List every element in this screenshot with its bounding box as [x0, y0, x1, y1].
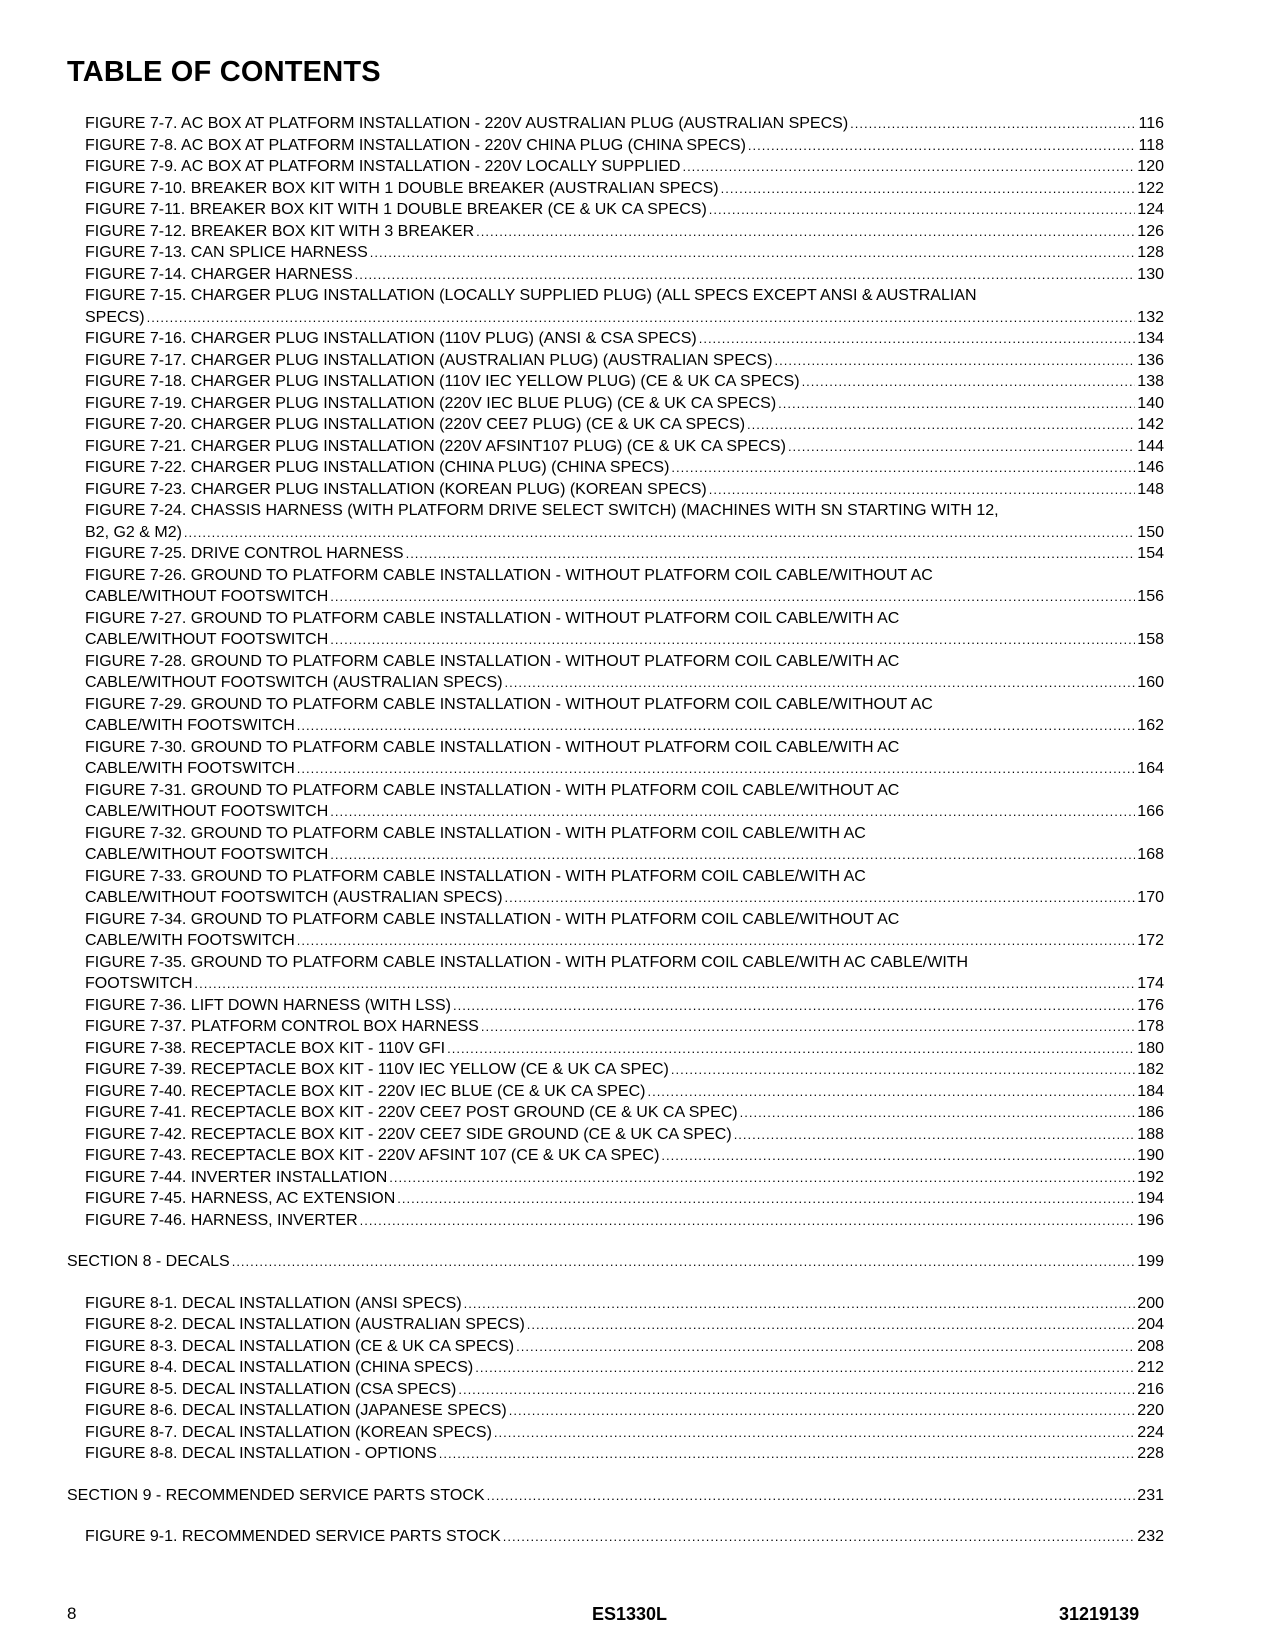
toc-figure-entry[interactable] [85, 1400, 1164, 1422]
toc-entry-line [85, 1124, 1164, 1146]
toc-entry-line [85, 586, 1164, 608]
dot-leader [389, 1167, 1135, 1189]
toc-entry-text: FIGURE 7-7. AC BOX AT PLATFORM INSTALLATION - 220V AUSTRALIAN PLUG (AUSTRALIAN SPECS) [85, 115, 849, 132]
toc-entry-text: FIGURE 7-21. CHARGER PLUG INSTALLATION (220V AFSINT107 PLUG) (CE & UK CA SPECS) [85, 437, 786, 455]
toc-page-number: 148 [1137, 480, 1164, 498]
dot-leader [671, 457, 1135, 479]
toc-figure-entry[interactable] [85, 199, 1164, 221]
toc-page-number: 208 [1137, 1337, 1164, 1355]
toc-entry-line [85, 156, 1164, 178]
document-number: 31219139 [1059, 1604, 1140, 1624]
toc-figure-entry[interactable] [85, 1188, 1164, 1210]
toc-figure-entry[interactable] [85, 350, 1164, 372]
toc-entry-line [67, 1251, 1164, 1273]
dot-leader [447, 1038, 1135, 1060]
toc-entry-line [85, 1102, 1164, 1124]
toc-entry-text: FIGURE 8-6. DECAL INSTALLATION (JAPANESE SPECS) [85, 1402, 507, 1419]
toc-page-number: 190 [1137, 1147, 1164, 1164]
toc-figure-entry[interactable] [85, 1293, 1164, 1315]
toc-page-number: 168 [1137, 846, 1164, 863]
toc-entry-line [85, 758, 1164, 780]
toc-entry-text: FIGURE 7-16. CHARGER PLUG INSTALLATION (110V PLUG) (ANSI & CSA SPECS) [85, 330, 697, 347]
toc-entry-text: FIGURE 7-37. PLATFORM CONTROL BOX HARNESS [85, 1018, 479, 1035]
toc-entry-line [85, 221, 1164, 243]
toc-entry-text: FIGURE 7-23. CHARGER PLUG INSTALLATION (KOREAN PLUG) (KOREAN SPECS) [85, 480, 707, 498]
toc-entry-text: CABLE/WITHOUT FOOTSWITCH [85, 803, 329, 820]
toc-entry-line [85, 1314, 1164, 1336]
toc-entry-text: FIGURE 8-8. DECAL INSTALLATION - OPTIONS [85, 1445, 437, 1462]
toc-page-number: 166 [1137, 803, 1164, 820]
toc-page-number: 178 [1137, 1018, 1164, 1035]
toc-figure-entry[interactable] [85, 1379, 1164, 1401]
toc-figure-entry[interactable] [85, 1124, 1164, 1146]
toc-entry-line [85, 178, 1164, 200]
toc-figure-entry[interactable] [85, 436, 1164, 458]
toc-entry-line [85, 1443, 1164, 1465]
toc-page-number: 132 [1137, 308, 1164, 326]
toc-page-number: 154 [1137, 545, 1164, 562]
dot-leader [453, 995, 1135, 1017]
toc-page-number: 196 [1137, 1211, 1164, 1229]
toc-entry-line [85, 135, 1164, 157]
toc-figure-entry[interactable] [85, 328, 1164, 350]
dot-leader [330, 844, 1135, 866]
toc-page-number: 232 [1137, 1528, 1164, 1545]
toc-page-number: 160 [1137, 674, 1164, 691]
dot-leader [439, 1443, 1136, 1465]
toc-page-number: 228 [1137, 1445, 1164, 1462]
toc-entry-text: SPECS) [85, 308, 145, 326]
toc-figure-entry[interactable] [85, 1167, 1164, 1189]
toc-entry-text: FIGURE 8-5. DECAL INSTALLATION (CSA SPECS) [85, 1380, 457, 1398]
dot-leader [195, 973, 1136, 995]
page-title: TABLE OF CONTENTS [67, 56, 381, 88]
toc-entry-text: SECTION 8 - DECALS [67, 1253, 230, 1270]
toc-page-number: 136 [1137, 351, 1164, 369]
toc-entry-line [85, 629, 1164, 651]
toc-entry-line [85, 242, 1164, 264]
toc-entry-text: FIGURE 7-36. LIFT DOWN HARNESS (WITH LSS) [85, 996, 451, 1014]
toc-figure-entry[interactable] [85, 909, 1164, 952]
toc-entry-text: FIGURE 7-26. GROUND TO PLATFORM CABLE INSTALLATION - WITHOUT PLATFORM COIL CABLE/WITHOUT AC [85, 566, 933, 584]
dot-leader [330, 629, 1135, 651]
toc-figure-entry[interactable] [85, 393, 1164, 415]
toc-figure-entry[interactable] [85, 178, 1164, 200]
toc-entry-text: FIGURE 7-19. CHARGER PLUG INSTALLATION (220V IEC BLUE PLUG) (CE & UK CA SPECS) [85, 394, 777, 412]
toc-entry-text: CABLE/WITHOUT FOOTSWITCH [85, 631, 329, 648]
toc-entry-line [85, 1210, 1164, 1232]
dot-leader [505, 887, 1136, 909]
toc-entry-line [85, 1188, 1164, 1210]
toc-entry-text: CABLE/WITH FOOTSWITCH [85, 760, 295, 777]
toc-entry-line [85, 995, 1164, 1017]
toc-figure-entry[interactable] [85, 1102, 1164, 1124]
toc-page-number: 216 [1137, 1380, 1164, 1398]
toc-entry-line [85, 307, 1164, 329]
toc-entry-text: FIGURE 8-4. DECAL INSTALLATION (CHINA SPECS) [85, 1359, 474, 1376]
toc-page-number: 172 [1137, 932, 1164, 949]
toc-entry-text: FIGURE 7-28. GROUND TO PLATFORM CABLE INSTALLATION - WITHOUT PLATFORM COIL CABLE/WITH AC [85, 652, 900, 670]
toc-entry-text: FIGURE 7-10. BREAKER BOX KIT WITH 1 DOUBLE BREAKER (AUSTRALIAN SPECS) [85, 179, 719, 197]
toc-entry-text: FIGURE 7-40. RECEPTACLE BOX KIT - 220V IEC BLUE (CE & UK CA SPEC) [85, 1082, 646, 1100]
toc-entry-line [85, 801, 1164, 823]
toc-entry-text: FIGURE 7-22. CHARGER PLUG INSTALLATION (CHINA PLUG) (CHINA SPECS) [85, 459, 670, 476]
toc-entry-text: FIGURE 7-13. CAN SPLICE HARNESS [85, 244, 368, 261]
dot-leader [671, 1059, 1135, 1081]
toc-page-number: 138 [1137, 373, 1164, 390]
toc-figure-entry[interactable] [85, 264, 1164, 286]
dot-leader [297, 930, 1136, 952]
toc-page-number: 184 [1137, 1082, 1164, 1100]
dot-leader [527, 1314, 1136, 1336]
dot-leader [330, 801, 1135, 823]
toc-entry-line [85, 1081, 1164, 1103]
toc-entry-line [85, 844, 1164, 866]
toc-page-number: 116 [1138, 115, 1164, 132]
toc-entry-text: FIGURE 7-31. GROUND TO PLATFORM CABLE INSTALLATION - WITH PLATFORM COIL CABLE/WITHOUT AC [85, 781, 900, 799]
dot-leader [709, 199, 1136, 221]
dot-leader [503, 1526, 1136, 1548]
toc-page-number: 130 [1137, 265, 1164, 283]
toc-figure-entry[interactable] [85, 694, 1164, 737]
toc-page-number: 170 [1137, 889, 1164, 906]
dot-leader [516, 1336, 1135, 1358]
toc-entry-line [85, 1293, 1164, 1315]
toc-section-entry[interactable] [67, 1485, 1164, 1507]
toc-page-number: 180 [1137, 1039, 1164, 1057]
dot-leader [476, 221, 1135, 243]
toc-entry-line [85, 371, 1164, 393]
dot-leader [458, 1379, 1135, 1401]
dot-leader [778, 393, 1135, 415]
toc-entry-line [85, 350, 1164, 372]
toc-entry-text: FIGURE 7-20. CHARGER PLUG INSTALLATION (220V CEE7 PLUG) (CE & UK CA SPECS) [85, 416, 746, 433]
toc-page-number: 140 [1137, 394, 1164, 412]
toc-entry-text: FIGURE 7-34. GROUND TO PLATFORM CABLE INSTALLATION - WITH PLATFORM COIL CABLE/WITHOUT AC [85, 910, 900, 928]
toc-page-number: 158 [1137, 631, 1164, 648]
toc-entry-line [85, 479, 1164, 501]
toc-entry-text: FIGURE 7-39. RECEPTACLE BOX KIT - 110V IEC YELLOW (CE & UK CA SPEC) [85, 1061, 669, 1078]
toc-page-number: 126 [1137, 222, 1164, 240]
toc-entry-line [85, 113, 1164, 135]
toc-entry-text: FIGURE 7-25. DRIVE CONTROL HARNESS [85, 545, 404, 562]
dot-leader [370, 242, 1136, 264]
toc-entry-line [85, 1059, 1164, 1081]
toc-entry-text: FIGURE 7-30. GROUND TO PLATFORM CABLE INSTALLATION - WITHOUT PLATFORM COIL CABLE/WITH AC [85, 738, 900, 756]
toc-entry-line [85, 543, 1164, 565]
toc-entry-text: CABLE/WITHOUT FOOTSWITCH [85, 588, 329, 605]
toc-figure-entry[interactable] [85, 565, 1164, 608]
toc-entry-text: FIGURE 7-44. INVERTER INSTALLATION [85, 1168, 388, 1186]
toc-figure-entry[interactable] [85, 135, 1164, 157]
dot-leader [147, 307, 1136, 329]
toc-entry-text: FIGURE 7-18. CHARGER PLUG INSTALLATION (110V IEC YELLOW PLUG) (CE & UK CA SPECS) [85, 373, 800, 390]
toc-figure-entry[interactable] [85, 285, 1164, 328]
toc-figure-entry[interactable] [85, 823, 1164, 866]
toc-figure-entry[interactable] [85, 242, 1164, 264]
dot-leader [775, 350, 1136, 372]
toc-page-number: 186 [1137, 1104, 1164, 1121]
dot-leader [481, 1016, 1135, 1038]
toc-entry-text: FIGURE 7-29. GROUND TO PLATFORM CABLE INSTALLATION - WITHOUT PLATFORM COIL CABLE/WITHOUT AC [85, 695, 933, 713]
toc-entry-line [85, 1038, 1164, 1060]
toc-entry-line [85, 328, 1164, 350]
toc-page-number: 174 [1137, 975, 1164, 992]
dot-leader [505, 672, 1136, 694]
toc-entry-line [85, 414, 1164, 436]
toc-figure-entry[interactable] [85, 1443, 1164, 1465]
toc-figure-entry[interactable] [85, 1081, 1164, 1103]
dot-leader [355, 264, 1136, 286]
toc-entry-line [67, 1485, 1164, 1507]
toc-entry-line [85, 887, 1164, 909]
toc-figure-entry[interactable] [85, 156, 1164, 178]
toc-entry-text: FIGURE 7-42. RECEPTACLE BOX KIT - 220V CEE7 SIDE GROUND (CE & UK CA SPEC) [85, 1125, 732, 1143]
toc-page-number: 118 [1138, 136, 1164, 154]
toc-figure-entry[interactable] [85, 1016, 1164, 1038]
toc-entry-text: FIGURE 7-24. CHASSIS HARNESS (WITH PLATFORM DRIVE SELECT SWITCH) (MACHINES WITH SN STARTING WITH 12, [85, 502, 999, 519]
toc-figure-entry[interactable] [85, 780, 1164, 823]
dot-leader [406, 543, 1136, 565]
toc-entry-text: FIGURE 7-9. AC BOX AT PLATFORM INSTALLATION - 220V LOCALLY SUPPLIED [85, 158, 681, 175]
toc-page-number: 128 [1137, 244, 1164, 261]
toc-entry-text: SECTION 9 - RECOMMENDED SERVICE PARTS STOCK [67, 1486, 485, 1504]
dot-leader [647, 1081, 1135, 1103]
dot-leader [297, 758, 1136, 780]
toc-entry-line [85, 930, 1164, 952]
dot-leader [494, 1422, 1135, 1444]
toc-page-number: 156 [1137, 588, 1164, 605]
toc-entry-text: CABLE/WITH FOOTSWITCH [85, 932, 295, 949]
toc-entry-text: CABLE/WITH FOOTSWITCH [85, 717, 295, 734]
toc-page-number: 162 [1137, 717, 1164, 734]
toc-figure-entry[interactable] [85, 543, 1164, 565]
toc-figure-entry[interactable] [85, 995, 1164, 1017]
toc-entry-line [85, 672, 1164, 694]
toc-entry-line [85, 1357, 1164, 1379]
dot-leader [734, 1124, 1136, 1146]
toc-entry-text: FIGURE 7-46. HARNESS, INVERTER [85, 1211, 358, 1229]
toc-entry-line [85, 973, 1164, 995]
dot-leader [709, 479, 1136, 501]
toc-figure-entry[interactable] [85, 952, 1164, 995]
toc-entry-line [85, 522, 1164, 544]
toc-page-number: 164 [1137, 760, 1164, 777]
toc-page-number: 150 [1137, 523, 1164, 541]
toc-entry-line [85, 1336, 1164, 1358]
toc-entry-text: FIGURE 7-8. AC BOX AT PLATFORM INSTALLATION - 220V CHINA PLUG (CHINA SPECS) [85, 136, 746, 154]
toc-page-number: 220 [1137, 1402, 1164, 1419]
toc-figure-entry[interactable] [85, 608, 1164, 651]
toc-page-number: 224 [1137, 1423, 1164, 1441]
dot-leader [748, 135, 1137, 157]
toc-entry-line [85, 264, 1164, 286]
toc-entry-line [85, 199, 1164, 221]
dot-leader [747, 414, 1135, 436]
toc-entry-text: FIGURE 7-32. GROUND TO PLATFORM CABLE INSTALLATION - WITH PLATFORM COIL CABLE/WITH AC [85, 824, 866, 842]
toc-page-number: 199 [1137, 1253, 1164, 1270]
toc-entry-text: CABLE/WITHOUT FOOTSWITCH (AUSTRALIAN SPECS) [85, 674, 503, 691]
dot-leader [360, 1210, 1136, 1232]
toc-figure-entry[interactable] [85, 1038, 1164, 1060]
toc-entry-text: FIGURE 7-35. GROUND TO PLATFORM CABLE INSTALLATION - WITH PLATFORM COIL CABLE/WITH AC CABLE/WITH [85, 953, 969, 971]
toc-page-number: 182 [1137, 1061, 1164, 1078]
toc-figure-entry[interactable] [85, 651, 1164, 694]
toc-figure-entry[interactable] [85, 221, 1164, 243]
toc-page-number: 124 [1137, 201, 1164, 218]
toc-entry-text: FIGURE 8-3. DECAL INSTALLATION (CE & UK CA SPECS) [85, 1337, 515, 1355]
toc-figure-entry[interactable] [85, 500, 1164, 543]
toc-figure-entry[interactable] [85, 1422, 1164, 1444]
dot-leader [661, 1145, 1135, 1167]
dot-leader [232, 1251, 1136, 1273]
dot-leader [509, 1400, 1136, 1422]
toc-entry-text: FIGURE 7-15. CHARGER PLUG INSTALLATION (LOCALLY SUPPLIED PLUG) (ALL SPECS EXCEPT ANSI & AUSTRALIAN [85, 287, 977, 304]
toc-entry-line [85, 1400, 1164, 1422]
toc-entry-text: FIGURE 7-27. GROUND TO PLATFORM CABLE INSTALLATION - WITHOUT PLATFORM COIL CABLE/WITH AC [85, 609, 900, 627]
dot-leader [740, 1102, 1136, 1124]
toc-entry-line [85, 393, 1164, 415]
toc-page-number: 204 [1137, 1316, 1164, 1333]
toc-entry-text: FIGURE 9-1. RECOMMENDED SERVICE PARTS STOCK [85, 1528, 501, 1545]
toc-entry-line [85, 1145, 1164, 1167]
page-number: 8 [67, 1604, 77, 1623]
toc-figure-entry[interactable] [85, 1336, 1164, 1358]
toc-page-number: 134 [1137, 330, 1164, 347]
model-number: ES1330L [592, 1604, 668, 1624]
dot-leader [699, 328, 1136, 350]
toc-entry-line [85, 1526, 1164, 1548]
dot-leader [464, 1293, 1136, 1315]
dot-leader [850, 113, 1136, 135]
toc-entry-text: FIGURE 8-1. DECAL INSTALLATION (ANSI SPECS) [85, 1294, 462, 1312]
toc-figure-entry[interactable] [85, 1059, 1164, 1081]
toc-entry-text: FIGURE 7-17. CHARGER PLUG INSTALLATION (AUSTRALIAN PLUG) (AUSTRALIAN SPECS) [85, 351, 773, 369]
toc-entry-text: FIGURE 7-41. RECEPTACLE BOX KIT - 220V CEE7 POST GROUND (CE & UK CA SPEC) [85, 1104, 738, 1121]
toc-figure-entry[interactable] [85, 1314, 1164, 1336]
toc-page-number: 192 [1137, 1168, 1164, 1186]
toc-entry-text: FIGURE 7-33. GROUND TO PLATFORM CABLE INSTALLATION - WITH PLATFORM COIL CABLE/WITH AC [85, 867, 866, 885]
dot-leader [330, 586, 1135, 608]
toc-page-number: 146 [1137, 459, 1164, 476]
table-of-contents [0, 113, 1275, 1548]
dot-leader [184, 522, 1135, 544]
toc-entry-line [85, 1422, 1164, 1444]
toc-entry-text: FIGURE 7-11. BREAKER BOX KIT WITH 1 DOUBLE BREAKER (CE & UK CA SPECS) [85, 201, 707, 218]
toc-figure-entry[interactable] [85, 414, 1164, 436]
toc-page-number: 200 [1137, 1294, 1164, 1312]
dot-leader [682, 156, 1135, 178]
toc-page-number: 212 [1137, 1359, 1164, 1376]
toc-figure-entry[interactable] [85, 479, 1164, 501]
toc-entry-text: CABLE/WITHOUT FOOTSWITCH (AUSTRALIAN SPECS) [85, 889, 503, 906]
toc-entry-text: FIGURE 7-38. RECEPTACLE BOX KIT - 110V GFI [85, 1039, 446, 1057]
toc-entry-text: CABLE/WITHOUT FOOTSWITCH [85, 846, 329, 863]
toc-figure-entry[interactable] [85, 371, 1164, 393]
toc-figure-entry[interactable] [85, 457, 1164, 479]
toc-entry-text: FIGURE 7-43. RECEPTACLE BOX KIT - 220V AFSINT 107 (CE & UK CA SPEC) [85, 1147, 660, 1164]
toc-page-number: 176 [1137, 996, 1164, 1014]
toc-figure-entry[interactable] [85, 1526, 1164, 1548]
toc-page-number: 120 [1137, 158, 1164, 175]
toc-page-number: 188 [1137, 1125, 1164, 1143]
toc-figure-entry[interactable] [85, 866, 1164, 909]
dot-leader [788, 436, 1135, 458]
toc-entry-line [85, 436, 1164, 458]
dot-leader [802, 371, 1136, 393]
toc-figure-entry[interactable] [85, 737, 1164, 780]
toc-entry-text: FOOTSWITCH [85, 975, 193, 992]
toc-entry-text: FIGURE 8-2. DECAL INSTALLATION (AUSTRALIAN SPECS) [85, 1316, 525, 1333]
toc-figure-entry[interactable] [85, 1210, 1164, 1232]
toc-page-number: 194 [1137, 1190, 1164, 1207]
toc-entry-text: FIGURE 8-7. DECAL INSTALLATION (KOREAN SPECS) [85, 1423, 492, 1441]
toc-figure-entry[interactable] [85, 1357, 1164, 1379]
toc-figure-entry[interactable] [85, 1145, 1164, 1167]
dot-leader [487, 1485, 1136, 1507]
toc-entry-line [85, 1379, 1164, 1401]
dot-leader [721, 178, 1136, 200]
toc-entry-line [85, 457, 1164, 479]
toc-section-entry[interactable] [67, 1251, 1164, 1273]
dot-leader [475, 1357, 1135, 1379]
toc-entry-text: B2, G2 & M2) [85, 523, 182, 541]
toc-page-number: 231 [1137, 1486, 1164, 1504]
toc-entry-line [85, 1016, 1164, 1038]
toc-entry-text: FIGURE 7-14. CHARGER HARNESS [85, 265, 353, 283]
toc-page-number: 122 [1137, 179, 1164, 197]
toc-entry-text: FIGURE 7-12. BREAKER BOX KIT WITH 3 BREAKER [85, 222, 475, 240]
toc-entry-line [85, 715, 1164, 737]
toc-page-number: 142 [1137, 416, 1164, 433]
dot-leader [397, 1188, 1135, 1210]
toc-entry-text: FIGURE 7-45. HARNESS, AC EXTENSION [85, 1190, 396, 1207]
toc-figure-entry[interactable] [85, 113, 1164, 135]
dot-leader [297, 715, 1136, 737]
toc-page-number: 144 [1137, 437, 1164, 455]
toc-entry-line [85, 1167, 1164, 1189]
